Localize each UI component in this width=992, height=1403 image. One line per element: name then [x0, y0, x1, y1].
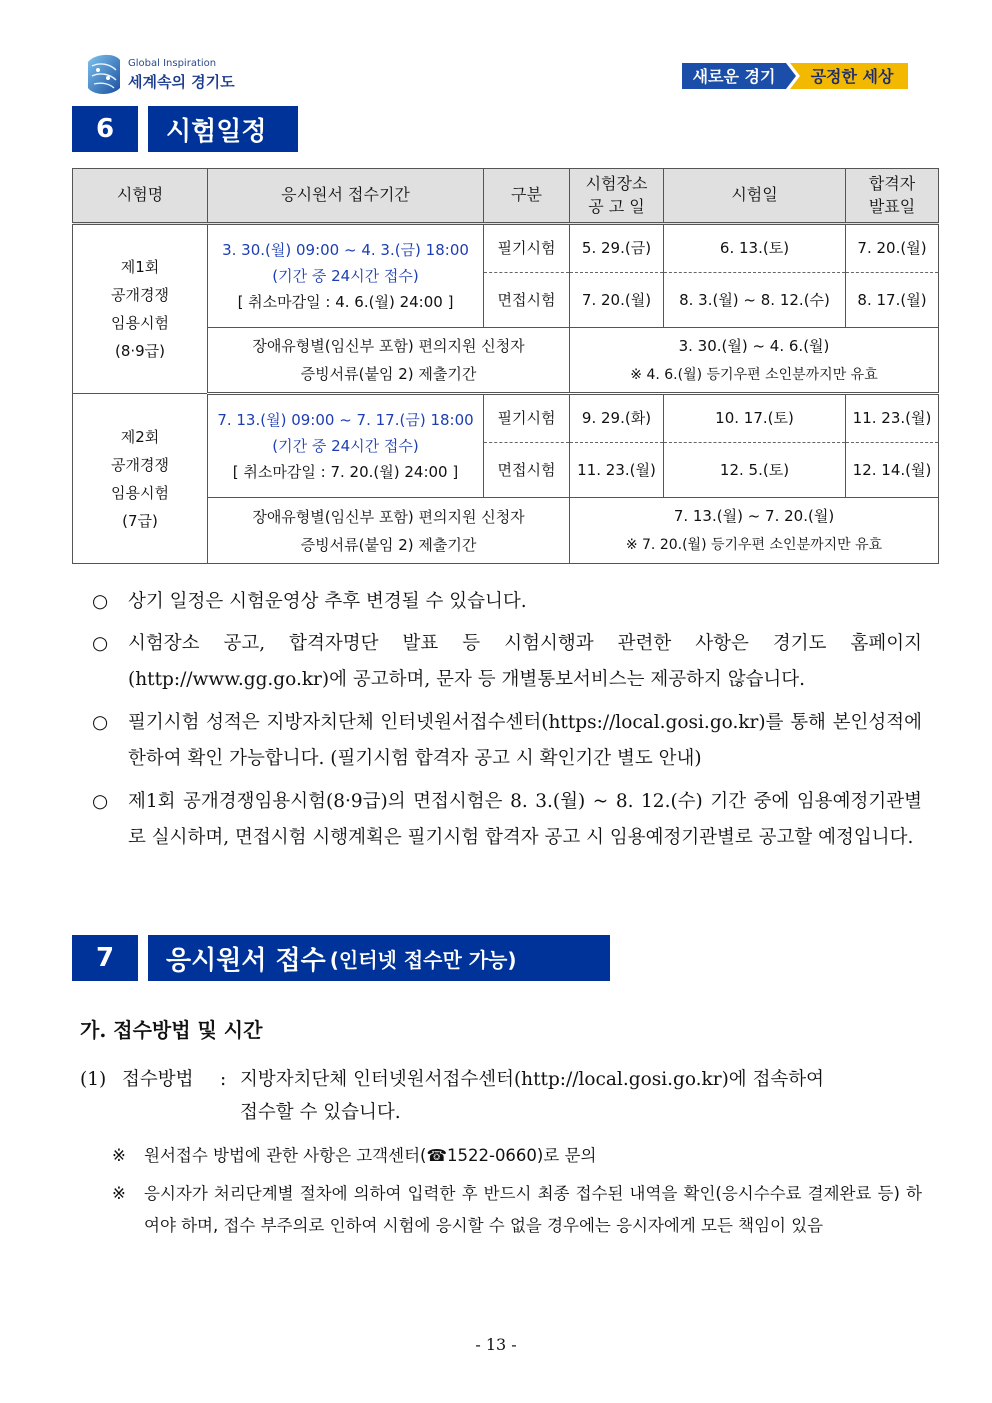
header-category: 구분 [484, 169, 570, 224]
round-2-written-result: 11. 23.(월) [846, 394, 939, 443]
round-2-interview-notice: 11. 23.(월) [570, 443, 664, 498]
slogan-right: 공정한 세상 [810, 67, 894, 86]
note-item: ○ 시험장소 공고, 합격자명단 발표 등 시험시행과 관련한 사항은 경기도 홈페이지(http://www.gg.go.kr)에 공고하며, 문자 등 개별통보서비스는 제공하지 않습니다. [92, 626, 922, 698]
reference-mark-icon: ※ [112, 1146, 126, 1165]
section-7-title: 응시원서 접수 (인터넷 접수만 가능) [148, 935, 610, 981]
note-item: ○ 제1회 공개경쟁임용시험(8·9급)의 면접시험은 8. 3.(월) ~ 8. 12.(수) 기간 중에 임용예정기관별로 실시하며, 면접시험 시행계획은 필기시험 합격자 공고 시 임용예정기관별로 공고할 예정입니다. [92, 784, 922, 856]
round-1-interview-notice: 7. 20.(월) [570, 273, 664, 328]
round-2-interview-label: 면접시험 [484, 443, 570, 498]
round-2-written-exam: 10. 17.(토) [664, 394, 846, 443]
round-1-support-label: 장애유형별(임신부 포함) 편의지원 신청자 증빙서류(붙임 2) 제출기간 [208, 328, 570, 394]
note-item: ○ 필기시험 성적은 지방자치단체 인터넷원서접수센터(https://local.gosi.go.kr)를 통해 본인성적에 한하여 확인 가능합니다. (필기시험 합격자 공고 시 확인기간 별도 안내) [92, 705, 922, 777]
table-row [73, 394, 939, 443]
note-item: ○ 상기 일정은 시험운영상 추후 변경될 수 있습니다. [92, 584, 922, 620]
logo-title: 세계속의 경기도 [128, 73, 235, 91]
header-application-period: 응시원서 접수기간 [208, 169, 484, 224]
globe-logo-icon [84, 52, 124, 96]
round-1-support-period: 3. 30.(월) ~ 4. 6.(월) ※ 4. 6.(월) 등기우편 소인분까지만 유효 [570, 328, 939, 394]
round-1-interview-result: 8. 17.(월) [846, 273, 939, 328]
section-6-title: 시험일정 [148, 106, 298, 152]
round-2-name: 제2회 공개경쟁 임용시험 (7급) [73, 394, 208, 564]
round-1-written-label: 필기시험 [484, 224, 570, 273]
table-row [73, 224, 939, 273]
round-1-period: 3. 30.(월) 09:00 ~ 4. 3.(금) 18:00 (기간 중 24시간 접수) [ 취소마감일 : 4. 6.(월) 24:00 ] [208, 224, 484, 328]
bullet-circle-icon: ○ [92, 791, 109, 812]
round-2-interview-result: 12. 14.(월) [846, 443, 939, 498]
round-2-written-label: 필기시험 [484, 394, 570, 443]
page-number: - 13 - [475, 1335, 517, 1354]
bullet-circle-icon: ○ [92, 712, 109, 733]
reference-note: ※ 원서접수 방법에 관한 사항은 고객센터(☎1522-0660)로 문의 [112, 1140, 922, 1172]
reference-mark-icon: ※ [112, 1184, 126, 1203]
bullet-circle-icon: ○ [92, 591, 109, 612]
logo-tagline: Global Inspiration [128, 58, 217, 69]
round-2-written-notice: 9. 29.(화) [570, 394, 664, 443]
round-1-written-notice: 5. 29.(금) [570, 224, 664, 273]
header-venue-notice: 시험장소 공 고 일 [570, 169, 664, 224]
round-2-interview-exam: 12. 5.(토) [664, 443, 846, 498]
round-2-support-period: 7. 13.(월) ~ 7. 20.(월) ※ 7. 20.(월) 등기우편 소인분까지만 유효 [570, 498, 939, 564]
table-header-row [73, 169, 939, 224]
round-1-name: 제1회 공개경쟁 임용시험 (8·9급) [73, 224, 208, 394]
round-1-written-exam: 6. 13.(토) [664, 224, 846, 273]
gyeonggi-logo [84, 50, 234, 98]
section-6-number: 6 [72, 106, 138, 152]
slogan-left: 새로운 경기 [692, 67, 776, 86]
slogan-banner [682, 61, 908, 91]
round-1-written-result: 7. 20.(월) [846, 224, 939, 273]
round-2-support-label: 장애유형별(임신부 포함) 편의지원 신청자 증빙서류(붙임 2) 제출기간 [208, 498, 570, 564]
round-2-period: 7. 13.(월) 09:00 ~ 7. 17.(금) 18:00 (기간 중 24시간 접수) [ 취소마감일 : 7. 20.(월) 24:00 ] [208, 394, 484, 498]
subsection-heading: 가. 접수방법 및 시간 [80, 1018, 263, 1042]
header-exam-name: 시험명 [73, 169, 208, 224]
exam-schedule-table [72, 168, 939, 564]
header-result-date: 합격자 발표일 [846, 169, 939, 224]
bullet-circle-icon: ○ [92, 633, 109, 654]
round-1-interview-label: 면접시험 [484, 273, 570, 328]
reference-note: ※ 응시자가 처리단계별 절차에 의하여 입력한 후 반드시 최종 접수된 내역을 확인(응시수수료 결제완료 등) 하여야 하며, 접수 부주의로 인하여 시험에 응시할 수 없을 경우에는 응시자에게 모든 책임이 있음 [112, 1178, 922, 1242]
header-exam-date: 시험일 [664, 169, 846, 224]
round-1-interview-exam: 8. 3.(월) ~ 8. 12.(수) [664, 273, 846, 328]
section-7-number: 7 [72, 935, 138, 981]
